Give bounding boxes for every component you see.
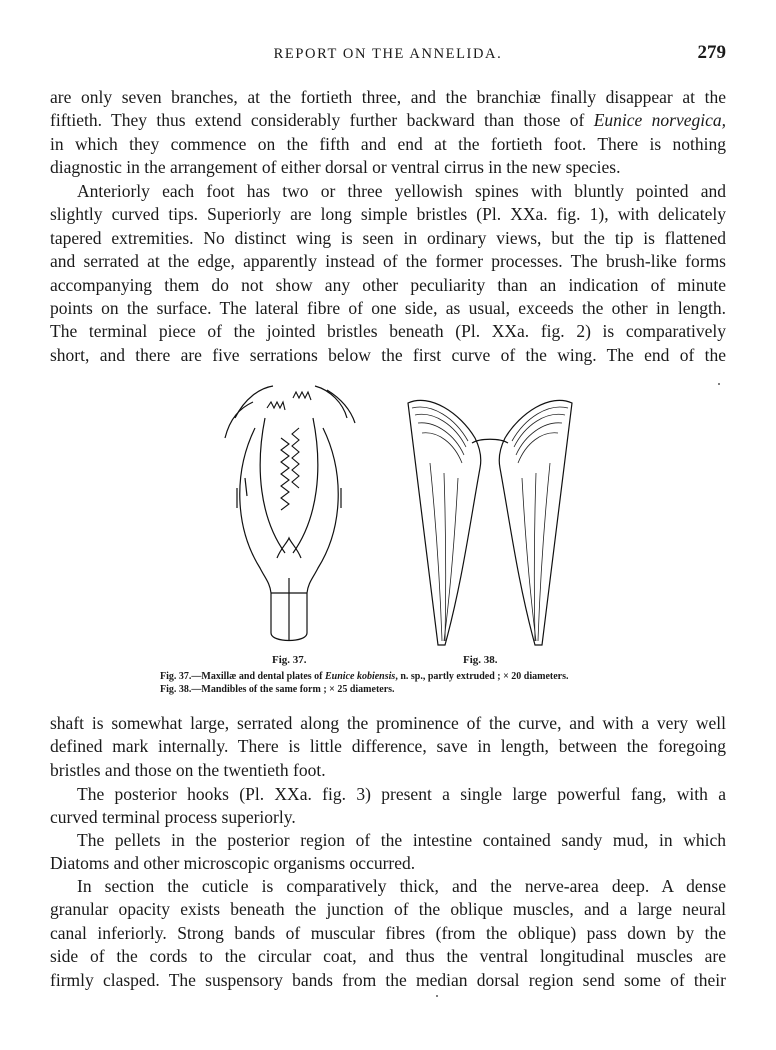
paragraph-branchiae [50, 86, 726, 180]
text-line: The terminal piece of the jointed bristles beneath (Pl. XXa. fig. 2) is comparatively [50, 321, 726, 342]
print-speck [718, 383, 720, 385]
text-line: The pellets in the posterior region of the intestine contained sandy mud, in which [77, 830, 726, 850]
figure-caption-38: Fig. 38.—Mandibles of the same form ; × 25 diameters. [160, 684, 395, 695]
page-number: 279 [697, 42, 726, 63]
text-line: canal inferiorly. Strong bands of muscular fibres (from the oblique) pass down by the [50, 922, 726, 943]
paragraph-pellets [50, 829, 726, 876]
text-line: fiftieth. They thus extend considerably further backward than those of Eunice norvegica, [50, 110, 726, 131]
text-line: shaft is somewhat large, serrated along the prominence of the curve, and with a very well [50, 713, 726, 733]
text-line: side of the cords to the circular coat, and thus the ventral longitudinal muscles are [50, 946, 726, 967]
text-line: The posterior hooks (Pl. XXa. fig. 3) present a single large powerful fang, with a [77, 784, 726, 804]
fig38-label: Fig. 38. [463, 654, 498, 666]
text-line: are only seven branches, at the fortieth three, and the branchiæ finally disappear at the [50, 87, 726, 107]
text-line: bristles and those on the twentieth foot. [50, 759, 326, 780]
text-line: curved terminal process superiorly. [50, 807, 296, 828]
text-line: Anteriorly each foot has two or three yellowish spines with bluntly pointed and [77, 181, 726, 201]
text-line: and serrated at the edge, apparently instead of the former processes. The brush-like forms [50, 251, 726, 272]
text-line: defined mark internally. There is little difference, save in length, between the foregoing [50, 736, 726, 757]
page-header [50, 42, 726, 66]
fig37-maxillae-drawing [215, 378, 365, 648]
text-line: granular opacity exists beneath the junction of the oblique muscles, and a large neural [50, 899, 726, 920]
species-name: Eunice kobiensis [325, 671, 396, 682]
text-line: in which they commence on the fifth and end at the fortieth foot. There is nothing [50, 133, 726, 154]
text-line: slightly curved tips. Superiorly are long simple bristles (Pl. XXa. fig. 1), with delicately [50, 204, 726, 225]
fig38-mandibles-drawing [400, 383, 580, 653]
text-line: tapered extremities. No distinct wing is seen in ordinary views, but the tip is flattened [50, 227, 726, 248]
paragraph-shaft [50, 712, 726, 782]
text-line: firmly clasped. The suspensory bands from the median dorsal region send some of their [50, 969, 726, 990]
fig37-label: Fig. 37. [272, 654, 307, 666]
text-line: points on the surface. The lateral fibre of one side, as usual, exceeds the other in length. [50, 298, 726, 319]
text-line: accompanying them do not show any other peculiarity than an indication of minute [50, 274, 726, 295]
text-line: diagnostic in the arrangement of either dorsal or ventral cirrus in the new species. [50, 157, 621, 178]
paragraph-hooks [50, 783, 726, 830]
running-title: REPORT ON THE ANNELIDA. [273, 46, 503, 62]
text-line: short, and there are five serrations below the first curve of the wing. The end of the [50, 344, 726, 365]
print-speck [436, 995, 438, 997]
paragraph-spines [50, 180, 726, 367]
text-line: In section the cuticle is comparatively thick, and the nerve-area deep. A dense [77, 876, 726, 896]
figure-caption-37: Fig. 37.—Maxillæ and dental plates of Eunice kobiensis, n. sp., partly extruded ; × 20 diameters. [160, 671, 569, 682]
figure-block [0, 378, 776, 698]
species-name: Eunice norvegica, [593, 110, 726, 131]
text-line: Diatoms and other microscopic organisms occurred. [50, 853, 416, 874]
paragraph-section [50, 875, 726, 992]
